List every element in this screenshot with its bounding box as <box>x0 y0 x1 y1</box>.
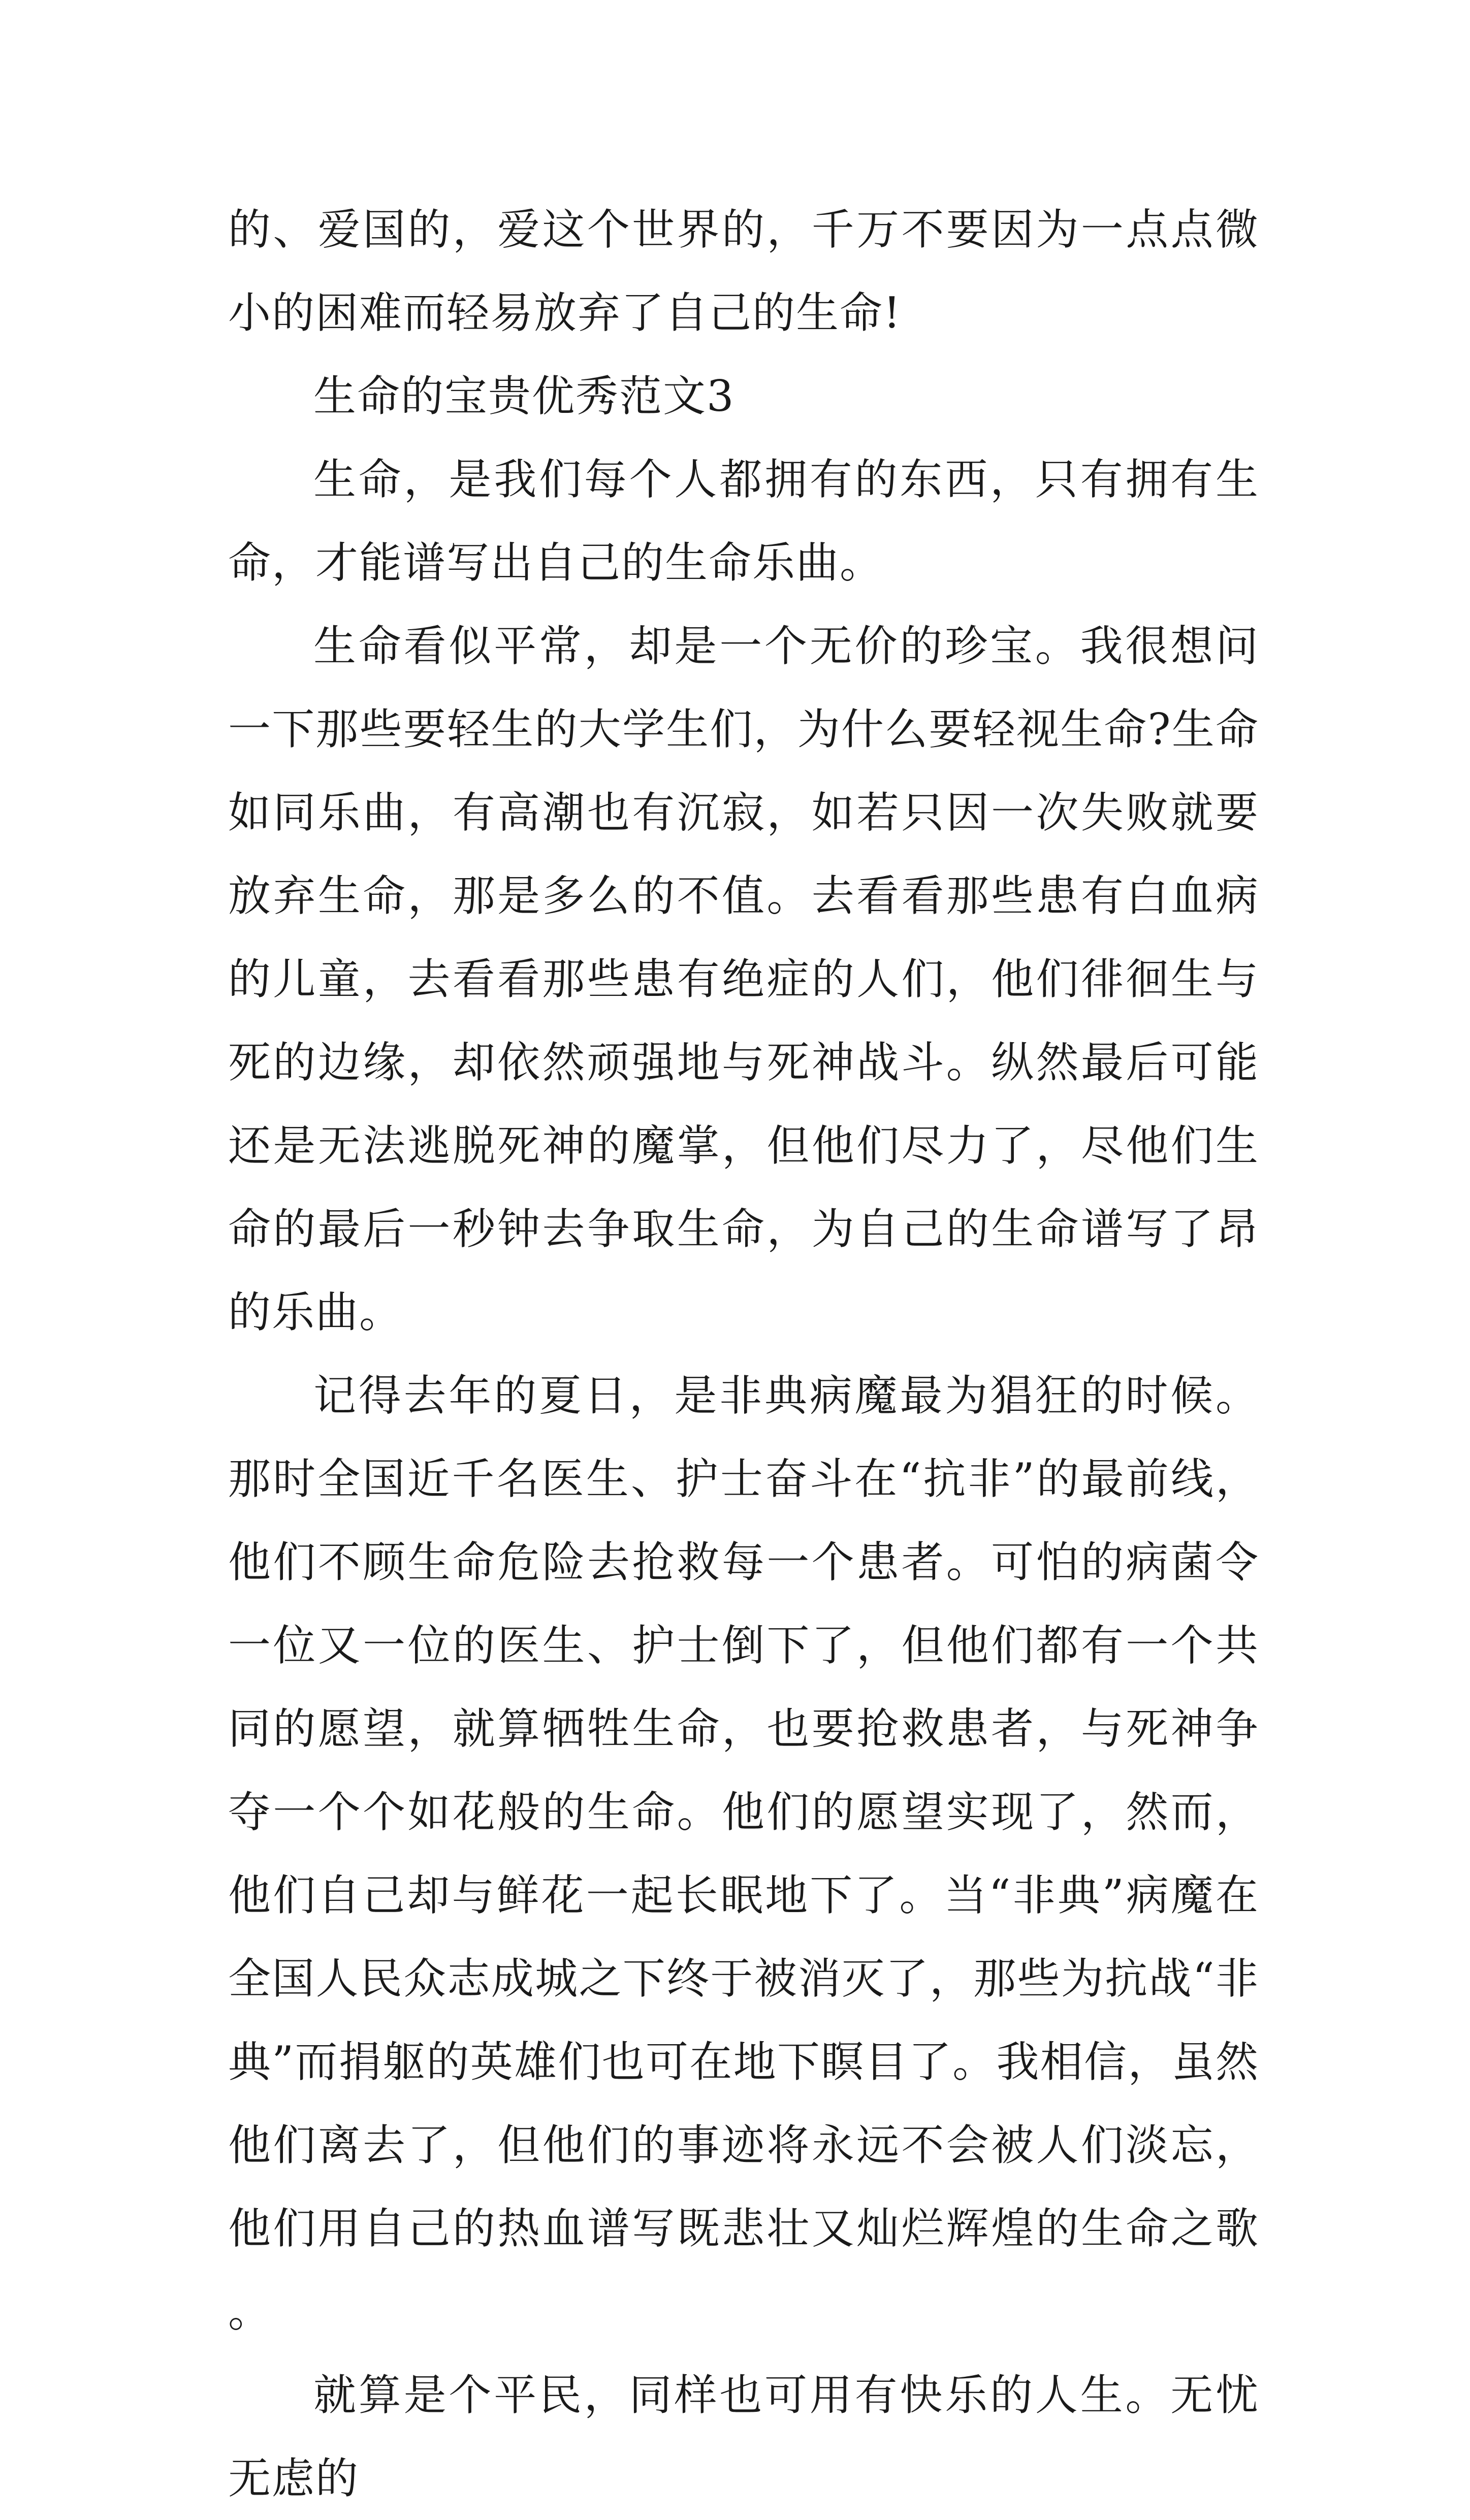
paragraph: 生命，是我们每个人都拥有的东西，只有拥有生命，才能谱写出自己的生命乐曲。 <box>228 455 1259 588</box>
paragraph: 记得去年的夏日，是非典病魔最为猖狂的时候。那时全国近千名医生、护士奋斗在“抗非”的最前线，他们不顾生命危险去抢救每一个患者。可怕的病菌令一位又一位的医生、护士倒下了，但他们都有一个共同的愿望，就算牺牲生命，也要抢救患者，与死神争夺一个个如花般的生命。他们的愿望实现了，然而，他们自己却与鲜花一起长眠地下了。当“非典”病魔在全国人民众志成城之下终于被消灭了，那些为抗战“非典”而捐躯的英雄们也可在地下瞑目了。我相信，虽然他们离去了，但他们的事迹将永远不会被人们淡忘，他们用自己的热血谱写既悲壮又灿烂辉煌的生命之歌。 <box>228 1371 1259 2337</box>
paragraph: 生命看似平常，却是一个无价的珍宝。我很想问一下那些要轻生的大学生们，为什么要轻视生命?生命如同乐曲，有高潮也有沉寂，如若只因一次失败就要放弃生命，那是多么的不值。去看看那些患有白血病的儿童，去看看那些患有绝症的人们，他们徘徊生与死的边缘，却依然顽强地与死神战斗。纵然最后可能还是无法逃脱死神的魔掌，但他们尽力了，尽他们生命的最后一秒钟去争取生命，为自己的生命谱写了昂的乐曲。 <box>228 621 1259 1337</box>
paragraph-continuation: 的、爱国的，爱这个世界的，千万不要因为一点点微小的困难而轻易放弃了自己的生命! <box>228 205 1259 338</box>
paragraph: 就算是个平民，同样也可用有快乐的人生。无忧无虑的 <box>228 2370 1259 2503</box>
body-text <box>228 188 1259 2520</box>
section-heading: 生命的宝贵优秀范文3 <box>313 371 735 421</box>
